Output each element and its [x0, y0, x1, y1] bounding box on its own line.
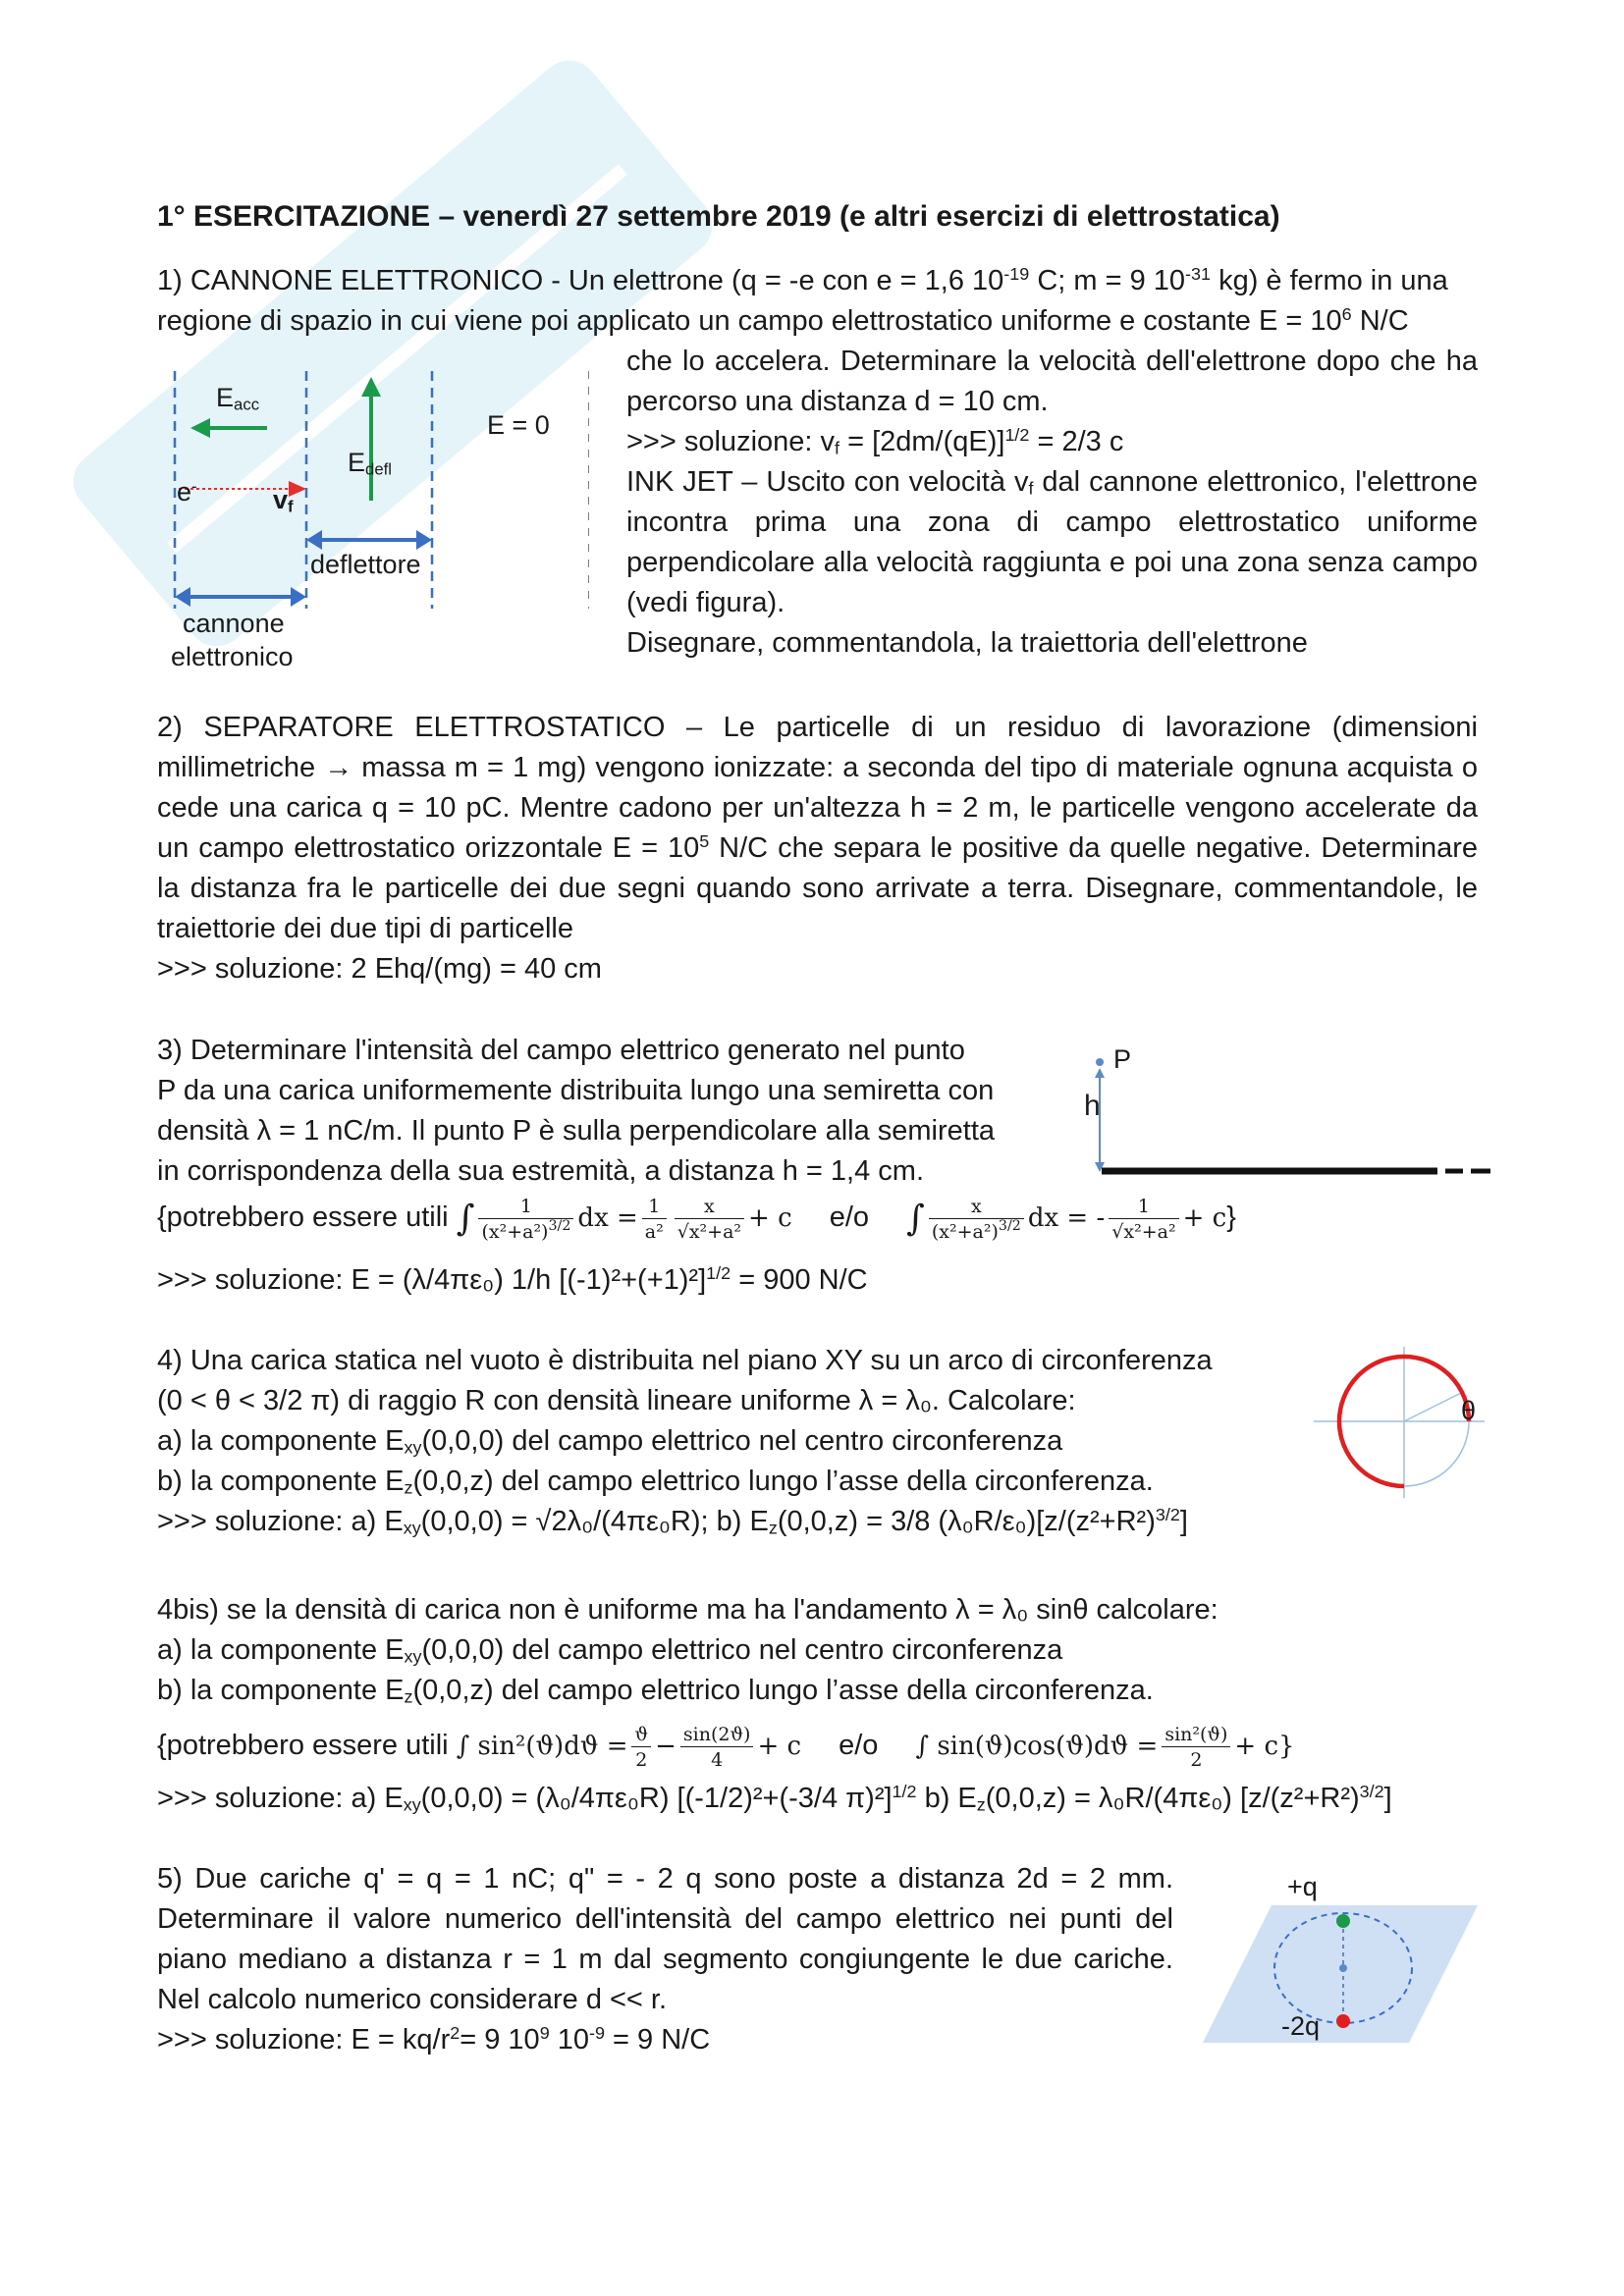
exercise-4 — [157, 1341, 1276, 1542]
ex2-solution: >>> soluzione: 2 Ehq/(mg) = 40 cm — [157, 953, 602, 985]
ex4-line-4: b) la componente $E_z(0,0,z)$ del campo elettrico lungo l’asse della circonferenza. — [157, 1466, 1154, 1498]
exercise-2 — [157, 708, 1478, 989]
theta-label: θ — [1461, 1396, 1477, 1425]
arrow-right-icon: → — [324, 752, 353, 783]
ex3-solution: >>> soluzione: E = (λ/4πε₀) 1/h $[(-1)^2+(+1)^2]^{1/2} = 900$ N/C — [157, 1263, 868, 1296]
cannon-label-2: elettronico — [171, 642, 294, 671]
ex2-text: 2) SEPARATORE ELETTROSTATICO – Le particelle di un residuo di lavorazione (dimensioni millimetriche → massa m = 1 mg) vengono ionizzate: a seconda del tipo di materiale ognuna acquista o cede una carica q = 10 pC. Mentre cadono per un'altezza h = 2 m, le particelle vengono accelerate da un campo elettrostatico orizzontale $E = 10^5$ N/C che separa le positive da quelle negative. Determinare la distanza fra le particelle dei due segni quando sono arrivate a terra. Disegnare, commentandole, le traiettorie dei due tipi di particelle — [157, 712, 1478, 944]
ex5-charges-diagram — [1203, 1870, 1478, 2056]
ex4bis-useful-integrals: {potrebbero essere utili ∫ sin²(ϑ)dϑ = $\frac{ϑ}{2}$ − $\frac{\sin(2ϑ)}{4}$ + c e/o ∫ sin(ϑ)cos(ϑ)dϑ = $\frac{\text{sin²(ϑ)}}{2}$ + c} — [157, 1723, 1295, 1771]
ex4-line-1: 4) Una carica statica nel vuoto è distribuita nel piano XY su un arco di circonferenza — [157, 1345, 1213, 1376]
minus-2q-label: -2q — [1281, 2011, 1321, 2041]
ex5-solution: >>> soluzione: $E = kq/r^2= 9$ $10^9$ $10^{-9} = 9$ N/C — [157, 2023, 711, 2056]
exercise-5 — [157, 1859, 1173, 2060]
ex4-line-2: (0 < θ < 3/2 π) di raggio R con densità lineare uniforme λ = λ₀. Calcolare: — [157, 1385, 1076, 1416]
ex5-diagram — [1203, 1870, 1478, 2056]
e-acc-label: $E_{acc}$ — [216, 383, 260, 414]
ex3-line-4: in corrispondenza della sua estremità, a distanza h = 1,4 cm. — [157, 1155, 925, 1187]
integral-3: ∫ sin²(ϑ)dϑ = $\frac{ϑ}{2}$ − $\frac{\sin(2ϑ)}{4}$ + c — [456, 1723, 802, 1771]
cannon-label-1: cannone — [183, 609, 285, 638]
e-zero-label: E = 0 — [487, 410, 550, 440]
ex3-diagram — [1070, 1041, 1492, 1178]
ex4bis-solution: >>> soluzione: a) $E_{xy}(0,0,0) = (\lambda_0/4\pi\varepsilon_0R)$ [(-1/2)²+(-3/4 π)²]$^{1/2}$ b) $E_z(0,0,z) = \lambda_0R/(4\pi\varepsilon_0)$ $[z/(z^2+R^2)^{3/2}]$ — [157, 1782, 1392, 1815]
ex4-line-3: a) la componente $E_{xy}(0,0,0)$ del campo elettrico nel centro circonferenza — [157, 1425, 1063, 1458]
height-h-label: h — [1084, 1090, 1101, 1122]
ex4bis-line-1: 4bis) se la densità di carica non è uniforme ma ha l'andamento λ = λ₀ sinθ calcolare: — [157, 1594, 1218, 1626]
ex1-inkjet-text: INK JET – Uscito con velocità $v_f$ dal cannone elettronico, l'elettrone incontra prima una zona di campo elettrostatico uniforme perpendicolare alla velocità raggiunta e poi una zona senza campo (vedi figura). — [626, 466, 1478, 618]
integral-1: ∫ $\frac{1}{(x^2+a^2)^{3/2}}$ dx = $\frac{1}{\text{a²}}$ $\frac{x}{\text{√x²+a²}}$ + c — [456, 1195, 792, 1243]
integral-2: ∫ $\frac{x}{(x^2+a^2)^{3/2}}$ dx = - $\frac{1}{\text{√x²+a²}}$ + c — [906, 1195, 1227, 1243]
exercise-3 — [157, 1031, 1060, 1192]
ex1-draw-text: Disegnare, commentandola, la traiettoria dell'elettrone — [626, 627, 1308, 659]
ex1-solution: >>> soluzione: $v_f = [2dm/(qE)]^{1/2} = 2/3$ c — [626, 425, 1124, 458]
plus-q-label: +q — [1287, 1872, 1318, 1901]
ex1-intro-line-2: regione di spazio in cui viene poi applicato un campo elettrostatico uniforme e costante $E = 10^6$ N/C — [157, 304, 1409, 337]
point-p-label: P — [1113, 1044, 1132, 1074]
exercise-1 — [157, 261, 1478, 342]
ex1-side-text: che lo accelera. Determinare la velocità dell'elettrone dopo che ha percorso una distanza d = 10 cm. — [626, 346, 1478, 417]
ex1-side-column — [626, 342, 1478, 664]
exercise-4bis — [157, 1590, 1512, 1711]
ex4bis-line-3: b) la componente $E_z(0,0,z)$ del campo elettrico lungo l’asse della circonferenza. — [157, 1675, 1154, 1707]
ex3-line-1: 3) Determinare l'intensità del campo elettrico generato nel punto — [157, 1035, 965, 1066]
page-title: 1° ESERCITAZIONE – venerdì 27 settembre 2019 (e altri esercizi di elettrostatica) — [157, 200, 1280, 233]
ex3-line-3: densità λ = 1 nC/m. Il punto P è sulla perpendicolare alla semiretta — [157, 1115, 996, 1147]
ex1-intro-line-1: 1) CANNONE ELETTRONICO - Un elettrone (q = -e con e = 1,6 $10^{-19}$ C; m = 9 $10^{-31}$ kg) è fermo in una — [157, 264, 1448, 296]
ex3-line-2: P da una carica uniformemente distribuita lungo una semiretta con — [157, 1075, 995, 1106]
ex3-diagram-lines — [1070, 1041, 1492, 1178]
deflector-label: deflettore — [310, 550, 421, 579]
ex4-diagram — [1306, 1345, 1502, 1502]
ex3-useful-integrals: {potrebbero essere utili ∫ $\frac{1}{(x^2+a^2)^{3/2}}$ dx = $\frac{1}{\text{a²}}$ $\frac{x}{\text{√x²+a²}}$ + c e/o ∫ $\frac{x}{(x^2+a^2)^{3/2}}$ dx = - $\frac{1}{\text{√x²+a²}}$ + c} — [157, 1195, 1236, 1243]
ex5-text: 5) Due cariche q' = q = 1 nC; q" = - 2 q sono poste a distanza 2d = 2 mm. Determinare il valore numerico dell'intensità del campo elettrico nei punti del piano mediano a distanza r = 1 m dal segmento congiungente le due cariche. Nel calcolo numerico considerare d << r. — [157, 1863, 1173, 2015]
electron-label: e- — [177, 476, 197, 507]
e-defl-label: $E_{defl}$ — [348, 448, 392, 479]
ex4-solution: >>> soluzione: a) $E_{xy}(0,0,0) = √2\lambda_0/(4\pi\varepsilon_0R)$; b) $E_z(0,0,z) = 3/8$ $(\lambda_0R/\varepsilon_0)[z/(z^2+R^2)^{3/2}]$ — [157, 1505, 1188, 1538]
ex1-diagram — [157, 363, 589, 671]
vf-label: $v_f$ — [273, 485, 294, 516]
integral-4: ∫ sin(ϑ)cos(ϑ)dϑ = $\frac{\text{sin²(ϑ)}}{2}$ + c} — [915, 1723, 1295, 1771]
ex4bis-line-2: a) la componente $E_{xy}(0,0,0)$ del campo elettrico nel centro circonferenza — [157, 1634, 1063, 1667]
